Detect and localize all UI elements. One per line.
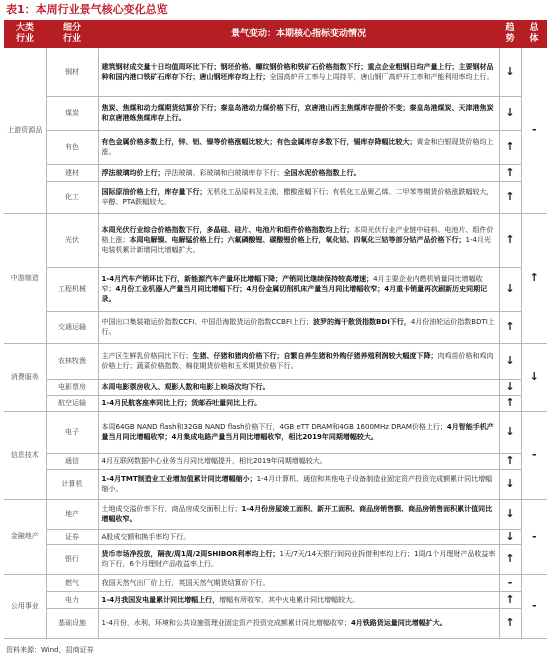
content-cell bbox=[98, 591, 499, 608]
category-cell: 消费服务 bbox=[4, 343, 46, 411]
overall-arrow: - bbox=[521, 411, 547, 499]
content-fragment: 有色金属库存多数下行，锡库存降幅比较大； bbox=[276, 138, 417, 146]
industry-cell: 基础设施 bbox=[46, 608, 98, 638]
industry-cell: 建材 bbox=[46, 164, 98, 181]
content-fragment: 1-4月我国发电量累计同比增幅上行， bbox=[101, 595, 220, 604]
content-cell bbox=[98, 529, 499, 544]
category-cell: 上游资源品 bbox=[4, 48, 46, 213]
industry-cell: 钢材 bbox=[46, 48, 98, 96]
content-cell bbox=[98, 395, 499, 411]
content-cell bbox=[98, 343, 499, 379]
content-fragment: 相比2019年同期增幅较大。 bbox=[238, 457, 327, 465]
table-title: 表1：本周行业景气核心变化总览 bbox=[6, 3, 168, 16]
table-row bbox=[4, 213, 547, 267]
content-fragment: 4月份油轮运价指数BDTI上行。 bbox=[101, 318, 495, 336]
trend-arrow: ↓ bbox=[499, 343, 521, 379]
table-row bbox=[4, 48, 547, 96]
industry-cell: 光伏 bbox=[46, 213, 98, 267]
industry-cell: 银行 bbox=[46, 544, 98, 574]
header-trend: 趋 势 bbox=[499, 20, 521, 48]
trend-arrow: ↓ bbox=[499, 469, 521, 499]
content-fragment: 货邮吞吐量同比上行。 bbox=[191, 399, 262, 407]
content-fragment: 本周光伏行业产业链中硅料、电池片、组件价格上涨； bbox=[101, 226, 494, 244]
trend-arrow: ↓ bbox=[499, 411, 521, 453]
content-fragment: 浮法玻璃均价上行； bbox=[101, 168, 165, 177]
content-fragment: 4月份工业机器人产量当月同比增幅下行； bbox=[115, 285, 247, 293]
content-fragment: 产销同比继续保持较高增速； bbox=[282, 275, 374, 283]
overall-arrow: - bbox=[521, 574, 547, 638]
content-cell bbox=[98, 164, 499, 181]
content-fragment: 本周电影票房收入、观影人数和电影上映场次均下行。 bbox=[101, 383, 270, 391]
content-fragment: 本周光伏行业综合价格指数下行，多晶硅、硅片、电池片和组件价格指数均上行； bbox=[101, 226, 354, 234]
table-row bbox=[4, 529, 547, 544]
industry-cell: 通信 bbox=[46, 453, 98, 469]
industry-cell: 计算机 bbox=[46, 469, 98, 499]
industry-cell: 电子 bbox=[46, 411, 98, 453]
content-fragment: 钢坯价格、螺纹钢价格和铁矿石价格指数下行； bbox=[220, 62, 368, 71]
content-fragment: 中国出口集装箱运价指数CCFI、中国沿海散货运价指数CCBFI上行； bbox=[101, 318, 314, 326]
table-row bbox=[4, 311, 547, 343]
content-fragment: 1-4月光电装机累计新增同比增幅扩大。 bbox=[101, 236, 491, 254]
table-row bbox=[4, 181, 547, 213]
table-row bbox=[4, 608, 547, 638]
content-fragment: 1-4月计算机、通信和其他电子设备制造业固定资产投资完成额累计同比增幅缩小。 bbox=[101, 475, 493, 493]
content-cell bbox=[98, 267, 499, 311]
industry-cell: 化工 bbox=[46, 181, 98, 213]
source-note: 资料来源：Wind，招商证券 bbox=[6, 646, 94, 654]
content-fragment: 4月互联网数据中心业务当月同比增幅提升， bbox=[101, 457, 239, 465]
content-fragment: 4月铁路货运量同比增幅扩大。 bbox=[350, 619, 447, 627]
content-fragment: 国际原油价格上行，库存量下行； bbox=[101, 188, 207, 196]
table-row bbox=[4, 411, 547, 453]
table-row bbox=[4, 379, 547, 395]
trend-arrow: ↑ bbox=[499, 608, 521, 638]
table-row bbox=[4, 395, 547, 411]
trend-arrow: ↓ bbox=[499, 96, 521, 130]
content-cell bbox=[98, 544, 499, 574]
trend-arrow: - bbox=[499, 574, 521, 591]
content-fragment: 六氟磷酸锂、碳酸锂价格上行，氧化钴、四氧化三钴等部分钴产品价格下行； bbox=[227, 236, 466, 244]
content-fragment: 本周64GB NAND flash和32GB NAND flash价格下行，4GB eTT DRAM和4GB 1600MHz DRAM价格上行； bbox=[101, 423, 447, 431]
content-fragment: 黄金和白银现货价格均上涨。 bbox=[101, 138, 494, 156]
content-fragment: 秦皇岛港煤炭、天津港焦炭和京唐港炼焦煤库存上行。 bbox=[101, 104, 494, 122]
category-cell: 中游制造 bbox=[4, 213, 46, 343]
industry-cell: 电影票房 bbox=[46, 379, 98, 395]
content-fragment: 4月智能手机产量当月同比增幅收窄； bbox=[101, 423, 494, 441]
content-fragment: 重点企业粗钢日均产量上行； bbox=[367, 62, 459, 71]
table-row bbox=[4, 96, 547, 130]
trend-arrow: ↓ bbox=[499, 529, 521, 544]
content-fragment: 自繁自养生猪和外购仔猪养殖利润较大幅度下降； bbox=[283, 352, 438, 360]
table-row bbox=[4, 469, 547, 499]
category-cell: 金融地产 bbox=[4, 499, 46, 574]
trend-arrow: ↑ bbox=[499, 181, 521, 213]
content-fragment: 4月份金属切削机床产量当月同比增幅收窄； bbox=[246, 285, 385, 293]
trend-arrow: ↑ bbox=[499, 164, 521, 181]
header-category: 大类 行业 bbox=[4, 20, 46, 48]
industry-cell: 农林牧渔 bbox=[46, 343, 98, 379]
content-fragment: 肉鸡苗价格和鸡肉价格上行； bbox=[101, 352, 494, 370]
content-cell bbox=[98, 96, 499, 130]
content-fragment: 土地成交溢价率下行，商品房成交面积上行； bbox=[101, 505, 242, 513]
overall-arrow: - bbox=[521, 48, 547, 213]
table-row bbox=[4, 453, 547, 469]
trend-arrow: ↓ bbox=[499, 379, 521, 395]
content-cell bbox=[98, 213, 499, 267]
content-fragment: 1-4月份房屋竣工面积、新开工面积、商品房销售额、商品房销售面积累计值同比增幅收窄。 bbox=[101, 505, 493, 523]
content-cell bbox=[98, 499, 499, 529]
table-header-row bbox=[4, 20, 547, 48]
industry-cell: 煤炭 bbox=[46, 96, 98, 130]
content-cell bbox=[98, 311, 499, 343]
content-fragment: 货币市场净投放，隔夜/周1周/2周SHIBOR利率均上行； bbox=[101, 550, 280, 558]
content-cell bbox=[98, 130, 499, 164]
content-fragment: 1-4月份，水利、环境和公共设施管理业固定资产投资完成额累计同比增幅收窄； bbox=[101, 619, 351, 627]
content-fragment: 全国高炉开工率与上周持平，唐山钢厂高炉开工率和产能利用率均上行。 bbox=[269, 72, 494, 81]
industry-cell: 地产 bbox=[46, 499, 98, 529]
content-fragment: 唐山钢坯库存均上行； bbox=[199, 72, 270, 81]
industry-cell: 燃气 bbox=[46, 574, 98, 591]
content-fragment: 有色金属价格多数上行，锌、铝、镍等价格涨幅比较大； bbox=[101, 138, 277, 146]
content-fragment: 浮法玻璃、彩玻璃和白玻璃库存下行； bbox=[164, 168, 284, 177]
trend-arrow: ↑ bbox=[499, 395, 521, 411]
header-industry: 细分 行业 bbox=[46, 20, 98, 48]
content-fragment: 1-4月民航客座率同比上行； bbox=[101, 399, 192, 407]
category-cell: 信息技术 bbox=[4, 411, 46, 499]
content-fragment: 本周电解镍、电解锰价格上行； bbox=[129, 236, 228, 244]
content-fragment: 建筑钢材成交量十日均值周环比下行； bbox=[101, 62, 221, 71]
industry-cell: 证券 bbox=[46, 529, 98, 544]
content-fragment: 增幅有所收窄，其中火电累计同比增幅较大。 bbox=[219, 595, 360, 604]
industry-table bbox=[4, 20, 547, 639]
trend-arrow: ↓ bbox=[499, 267, 521, 311]
trend-arrow: ↓ bbox=[499, 499, 521, 529]
trend-arrow: ↑ bbox=[499, 311, 521, 343]
table-row bbox=[4, 499, 547, 529]
category-cell: 公用事业 bbox=[4, 574, 46, 638]
content-fragment: 焦炭、焦煤和动力煤期货结算价下行； bbox=[101, 104, 221, 112]
content-fragment: 波罗的海干散货指数BDI下行， bbox=[313, 318, 411, 326]
trend-arrow: ↑ bbox=[499, 213, 521, 267]
overall-arrow: ↓ bbox=[521, 343, 547, 411]
trend-arrow: ↑ bbox=[499, 544, 521, 574]
header-content: 景气变动：本期核心指标变动情况 bbox=[98, 20, 499, 48]
table-row bbox=[4, 267, 547, 311]
trend-arrow: ↑ bbox=[499, 453, 521, 469]
trend-arrow: ↓ bbox=[499, 48, 521, 96]
content-fragment: 4月集成电路产量当月同比增幅收窄，相比2019年同期增幅较大。 bbox=[171, 433, 378, 441]
content-fragment: 4月主要企业内燃机销量同比增幅收窄； bbox=[101, 275, 483, 293]
industry-cell: 工程机械 bbox=[46, 267, 98, 311]
content-cell bbox=[98, 48, 499, 96]
content-fragment: 我国天然气出厂价上行，英国天然气期货结算价下行。 bbox=[101, 578, 270, 587]
content-fragment: A股成交额和换手率均下行。 bbox=[101, 532, 191, 541]
table-row bbox=[4, 574, 547, 591]
content-fragment: 4月重卡销量再次刷新历史同期记录。 bbox=[101, 285, 488, 303]
content-cell bbox=[98, 453, 499, 469]
content-fragment: 1-4月汽车产销环比下行，新能源汽车产量环比增幅下降； bbox=[101, 275, 283, 283]
content-fragment: 1周/1个月理财产品收益率均下行，6个月理财产品收益率上行。 bbox=[101, 550, 496, 568]
content-cell bbox=[98, 608, 499, 638]
table-row bbox=[4, 130, 547, 164]
table-row bbox=[4, 164, 547, 181]
trend-arrow: ↑ bbox=[499, 591, 521, 608]
header-overall: 总 体 bbox=[521, 20, 547, 48]
overall-arrow: - bbox=[521, 499, 547, 574]
content-fragment: 全国水泥价格指数上行。 bbox=[283, 168, 361, 177]
table-row bbox=[4, 343, 547, 379]
table-row bbox=[4, 591, 547, 608]
content-fragment: 主产区生鲜乳价格同比下行； bbox=[101, 352, 193, 360]
overall-arrow: ↑ bbox=[521, 213, 547, 343]
trend-arrow: ↑ bbox=[499, 130, 521, 164]
table-row bbox=[4, 544, 547, 574]
content-cell bbox=[98, 469, 499, 499]
content-fragment: 蔬菜价格指数、棉花期货价格和玉米期货价格下行。 bbox=[136, 362, 298, 370]
content-cell bbox=[98, 181, 499, 213]
content-fragment: 秦皇岛港动力煤价格下行，京唐港山西主焦煤库存提价不变； bbox=[220, 104, 410, 112]
industry-cell: 电力 bbox=[46, 591, 98, 608]
content-fragment: 主要钢材品种和国内港口铁矿石库存下行； bbox=[101, 62, 494, 81]
content-cell bbox=[98, 379, 499, 395]
content-cell bbox=[98, 411, 499, 453]
content-fragment: 1天/7天/14天银行间同业拆借利率均上行； bbox=[279, 550, 415, 558]
industry-cell: 航空运输 bbox=[46, 395, 98, 411]
industry-cell: 交通运输 bbox=[46, 311, 98, 343]
industry-cell: 有色 bbox=[46, 130, 98, 164]
content-fragment: 无机化工品原料及主流，醋酸涨幅下行；有机化工品聚乙烯、二甲苯等期货价格涨跌幅较大，辛醇、PTA跌幅较大。 bbox=[101, 188, 494, 206]
content-cell bbox=[98, 574, 499, 591]
content-fragment: 1-4月TMT制造业工业增加值累计同比增幅缩小； bbox=[101, 475, 257, 483]
content-fragment: 生猪、仔猪和猪肉价格下行； bbox=[192, 352, 284, 360]
